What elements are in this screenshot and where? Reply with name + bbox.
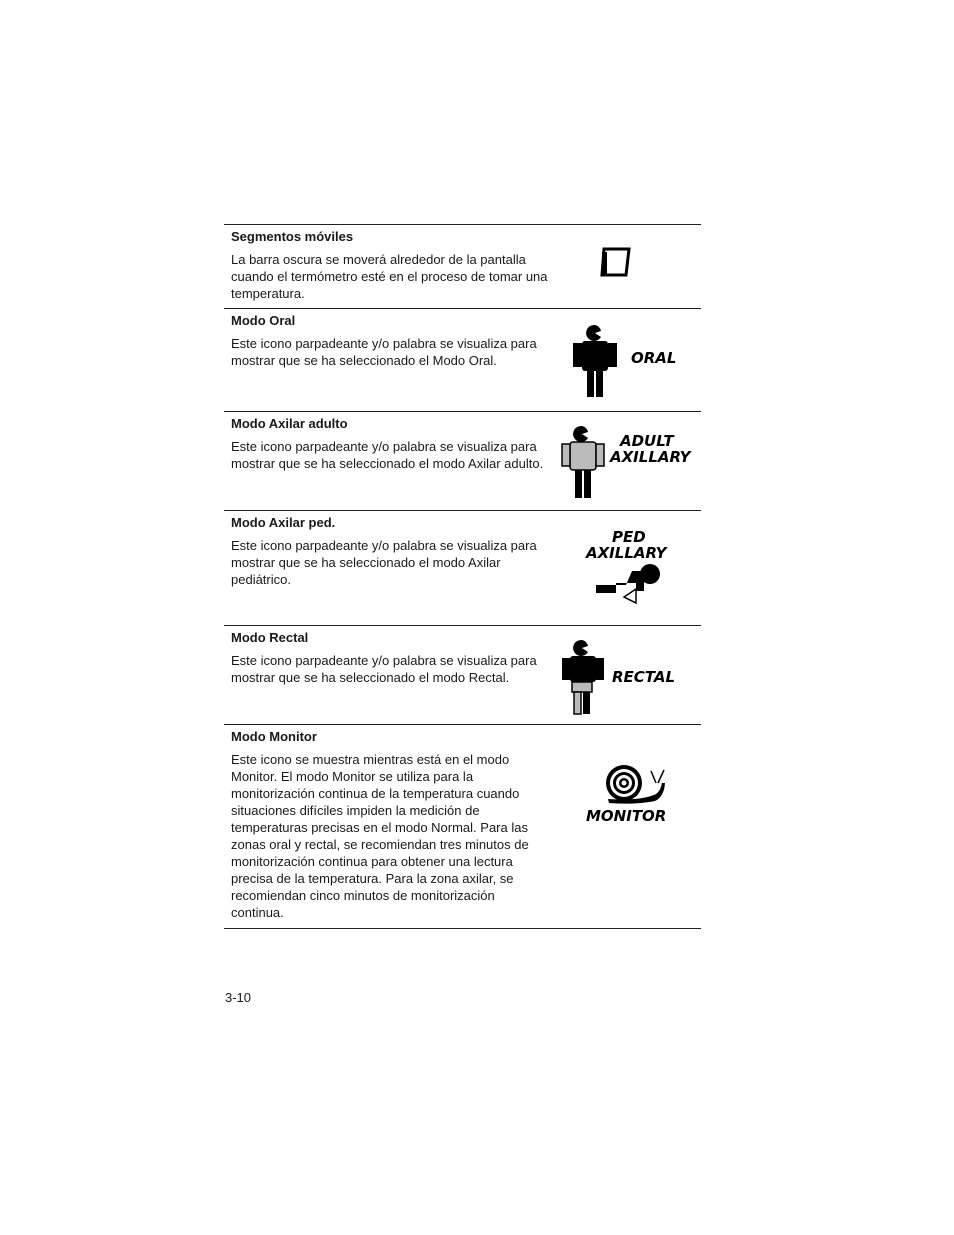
page-number: 3-10 (225, 990, 252, 1005)
row-title: Modo Rectal (231, 630, 309, 645)
table-row (224, 309, 701, 412)
table-row (224, 725, 701, 929)
row-description: Este icono parpadeante y/o palabra se visualiza para mostrar que se ha seleccionado el Modo Oral. (231, 336, 537, 368)
moving-segment-icon (599, 245, 633, 279)
oral-mode-icon (569, 321, 694, 401)
rectal-label: RECTAL (612, 668, 676, 686)
row-title: Modo Axilar adulto (231, 416, 348, 431)
row-title: Modo Monitor (231, 729, 317, 744)
table-row (224, 225, 701, 309)
row-description: La barra oscura se moverá alrededor de la pantalla cuando el termómetro esté en el proceso de tomar una temperatura. (231, 252, 548, 301)
monitor-snail-icon (584, 761, 684, 831)
row-description: Este icono parpadeante y/o palabra se visualiza para mostrar que se ha seleccionado el modo Axilar pediátrico. (231, 538, 537, 587)
row-title: Segmentos móviles (231, 229, 354, 244)
row-title: Modo Oral (231, 313, 296, 328)
row-description: Este icono parpadeante y/o palabra se visualiza para mostrar que se ha seleccionado el modo Rectal. (231, 653, 537, 685)
rectal-mode-icon (560, 636, 695, 716)
ped-axillary-icon (584, 527, 684, 617)
axillary-label: AXILLARY (610, 448, 691, 466)
adult-label: ADULT (620, 432, 674, 450)
table-row (224, 626, 701, 725)
adult-axillary-icon (560, 422, 695, 502)
icon-table (224, 224, 701, 929)
table-row (224, 412, 701, 511)
table-row (224, 511, 701, 626)
row-description: Este icono parpadeante y/o palabra se visualiza para mostrar que se ha seleccionado el modo Axilar adulto. (231, 439, 544, 471)
monitor-label: MONITOR (586, 807, 667, 825)
ped-label: PED (612, 528, 646, 546)
row-description: Este icono se muestra mientras está en el modo Monitor. El modo Monitor se utiliza para la monitorización continua de la temperatura cuando situaciones difíciles impiden la medición de temperaturas precisas en el modo Normal. Para las zonas oral y rectal, se recomiendan tres minutos de monitorización continua para obtener una lectura precisa de la temperatura. Para la zona axilar, se recomiendan cinco minutos de monitorización continua. (231, 752, 529, 920)
oral-label: ORAL (631, 349, 677, 367)
row-title: Modo Axilar ped. (231, 515, 336, 530)
ped-axillary-label: AXILLARY (586, 544, 667, 562)
